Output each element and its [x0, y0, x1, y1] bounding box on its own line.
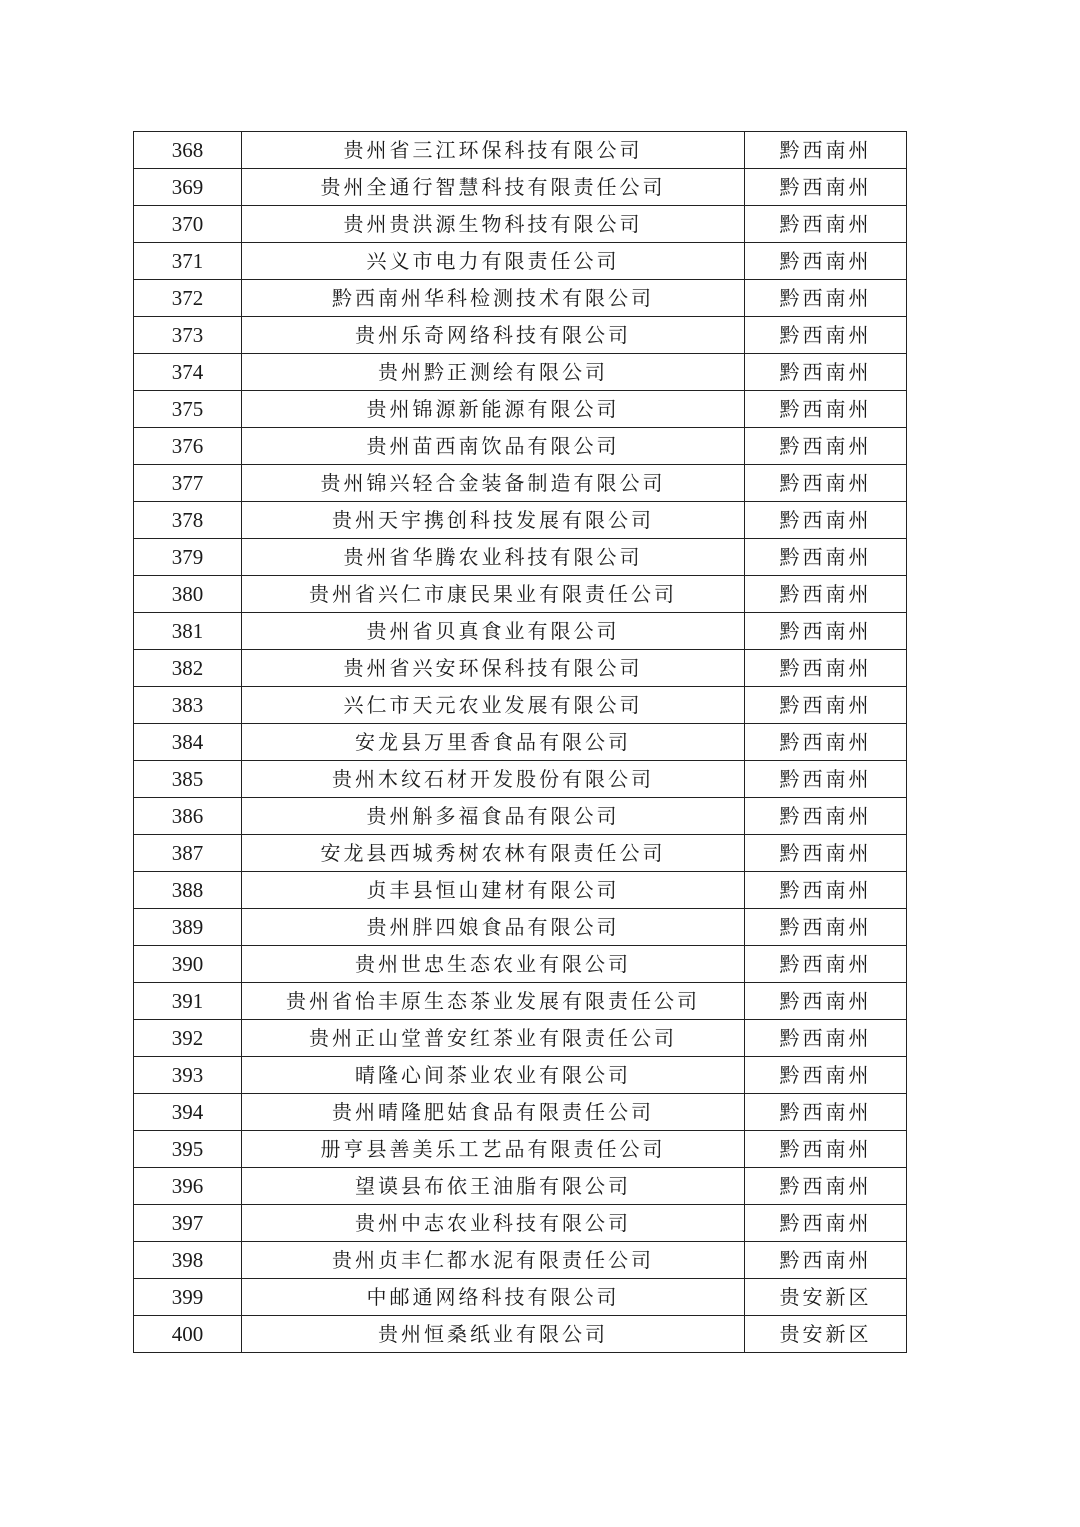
- table-row: [134, 1057, 907, 1094]
- row-number-cell: 383: [134, 687, 242, 724]
- company-name-cell: 贵州晴隆肥姑食品有限责任公司: [242, 1094, 745, 1131]
- row-number-cell: 389: [134, 909, 242, 946]
- table-row: [134, 1131, 907, 1168]
- table-row: [134, 872, 907, 909]
- company-name-cell: 中邮通网络科技有限公司: [242, 1279, 745, 1316]
- table-row: [134, 650, 907, 687]
- company-name-cell: 贵州省兴仁市康民果业有限责任公司: [242, 576, 745, 613]
- row-number-cell: 388: [134, 872, 242, 909]
- row-number-cell: 395: [134, 1131, 242, 1168]
- row-number-cell: 380: [134, 576, 242, 613]
- company-name-cell: 贵州世忠生态农业有限公司: [242, 946, 745, 983]
- region-cell: 黔西南州: [745, 1020, 907, 1057]
- company-name-cell: 贵州胖四娘食品有限公司: [242, 909, 745, 946]
- company-name-cell: 贵州正山堂普安红茶业有限责任公司: [242, 1020, 745, 1057]
- table-row: [134, 983, 907, 1020]
- region-cell: 黔西南州: [745, 1205, 907, 1242]
- row-number-cell: 377: [134, 465, 242, 502]
- company-name-cell: 兴仁市天元农业发展有限公司: [242, 687, 745, 724]
- region-cell: 黔西南州: [745, 539, 907, 576]
- table-row: [134, 354, 907, 391]
- region-cell: 黔西南州: [745, 983, 907, 1020]
- company-name-cell: 贵州天宇携创科技发展有限公司: [242, 502, 745, 539]
- region-cell: 贵安新区: [745, 1316, 907, 1353]
- table-row: [134, 428, 907, 465]
- table-row: [134, 391, 907, 428]
- company-list-table: [133, 131, 907, 1353]
- row-number-cell: 379: [134, 539, 242, 576]
- company-name-cell: 贵州锦兴轻合金装备制造有限公司: [242, 465, 745, 502]
- region-cell: 黔西南州: [745, 1168, 907, 1205]
- table-row: [134, 169, 907, 206]
- company-name-cell: 贵州省三江环保科技有限公司: [242, 132, 745, 169]
- region-cell: 黔西南州: [745, 872, 907, 909]
- row-number-cell: 385: [134, 761, 242, 798]
- row-number-cell: 397: [134, 1205, 242, 1242]
- company-name-cell: 贵州省兴安环保科技有限公司: [242, 650, 745, 687]
- region-cell: 黔西南州: [745, 428, 907, 465]
- company-name-cell: 兴义市电力有限责任公司: [242, 243, 745, 280]
- region-cell: 黔西南州: [745, 650, 907, 687]
- company-name-cell: 贵州中志农业科技有限公司: [242, 1205, 745, 1242]
- table-row: [134, 1316, 907, 1353]
- row-number-cell: 372: [134, 280, 242, 317]
- table-row: [134, 465, 907, 502]
- table-row: [134, 1205, 907, 1242]
- table-row: [134, 1242, 907, 1279]
- row-number-cell: 400: [134, 1316, 242, 1353]
- company-name-cell: 晴隆心间茶业农业有限公司: [242, 1057, 745, 1094]
- table-row: [134, 243, 907, 280]
- table-row: [134, 1279, 907, 1316]
- region-cell: 黔西南州: [745, 280, 907, 317]
- table-row: [134, 280, 907, 317]
- row-number-cell: 390: [134, 946, 242, 983]
- region-cell: 黔西南州: [745, 169, 907, 206]
- region-cell: 黔西南州: [745, 354, 907, 391]
- company-name-cell: 贵州木纹石材开发股份有限公司: [242, 761, 745, 798]
- table-body: [134, 132, 907, 1353]
- company-name-cell: 黔西南州华科检测技术有限公司: [242, 280, 745, 317]
- region-cell: 黔西南州: [745, 576, 907, 613]
- region-cell: 黔西南州: [745, 946, 907, 983]
- region-cell: 黔西南州: [745, 1131, 907, 1168]
- company-name-cell: 贵州省贝真食业有限公司: [242, 613, 745, 650]
- row-number-cell: 399: [134, 1279, 242, 1316]
- row-number-cell: 398: [134, 1242, 242, 1279]
- row-number-cell: 374: [134, 354, 242, 391]
- company-name-cell: 贵州苗西南饮品有限公司: [242, 428, 745, 465]
- region-cell: 黔西南州: [745, 132, 907, 169]
- region-cell: 黔西南州: [745, 391, 907, 428]
- region-cell: 黔西南州: [745, 761, 907, 798]
- company-name-cell: 贵州省华腾农业科技有限公司: [242, 539, 745, 576]
- table-row: [134, 206, 907, 243]
- row-number-cell: 373: [134, 317, 242, 354]
- row-number-cell: 387: [134, 835, 242, 872]
- company-name-cell: 贵州全通行智慧科技有限责任公司: [242, 169, 745, 206]
- row-number-cell: 396: [134, 1168, 242, 1205]
- company-name-cell: 贵州贞丰仁都水泥有限责任公司: [242, 1242, 745, 1279]
- table-row: [134, 132, 907, 169]
- table-row: [134, 576, 907, 613]
- table-row: [134, 909, 907, 946]
- table-row: [134, 687, 907, 724]
- company-name-cell: 贵州省怡丰原生态茶业发展有限责任公司: [242, 983, 745, 1020]
- region-cell: 贵安新区: [745, 1279, 907, 1316]
- region-cell: 黔西南州: [745, 909, 907, 946]
- region-cell: 黔西南州: [745, 724, 907, 761]
- region-cell: 黔西南州: [745, 1057, 907, 1094]
- row-number-cell: 378: [134, 502, 242, 539]
- company-name-cell: 贵州斛多福食品有限公司: [242, 798, 745, 835]
- row-number-cell: 386: [134, 798, 242, 835]
- region-cell: 黔西南州: [745, 613, 907, 650]
- row-number-cell: 391: [134, 983, 242, 1020]
- row-number-cell: 376: [134, 428, 242, 465]
- row-number-cell: 368: [134, 132, 242, 169]
- row-number-cell: 371: [134, 243, 242, 280]
- table-row: [134, 761, 907, 798]
- region-cell: 黔西南州: [745, 465, 907, 502]
- table-row: [134, 724, 907, 761]
- row-number-cell: 393: [134, 1057, 242, 1094]
- company-name-cell: 贵州恒桑纸业有限公司: [242, 1316, 745, 1353]
- region-cell: 黔西南州: [745, 502, 907, 539]
- row-number-cell: 375: [134, 391, 242, 428]
- region-cell: 黔西南州: [745, 835, 907, 872]
- region-cell: 黔西南州: [745, 1094, 907, 1131]
- row-number-cell: 394: [134, 1094, 242, 1131]
- region-cell: 黔西南州: [745, 798, 907, 835]
- table-row: [134, 613, 907, 650]
- row-number-cell: 381: [134, 613, 242, 650]
- company-name-cell: 贵州锦源新能源有限公司: [242, 391, 745, 428]
- table-row: [134, 539, 907, 576]
- region-cell: 黔西南州: [745, 1242, 907, 1279]
- row-number-cell: 370: [134, 206, 242, 243]
- company-name-cell: 贵州乐奇网络科技有限公司: [242, 317, 745, 354]
- table-row: [134, 798, 907, 835]
- company-name-cell: 册亨县善美乐工艺品有限责任公司: [242, 1131, 745, 1168]
- row-number-cell: 392: [134, 1020, 242, 1057]
- table-row: [134, 502, 907, 539]
- row-number-cell: 384: [134, 724, 242, 761]
- row-number-cell: 369: [134, 169, 242, 206]
- company-name-cell: 贵州贵洪源生物科技有限公司: [242, 206, 745, 243]
- region-cell: 黔西南州: [745, 317, 907, 354]
- row-number-cell: 382: [134, 650, 242, 687]
- table-row: [134, 1168, 907, 1205]
- region-cell: 黔西南州: [745, 243, 907, 280]
- region-cell: 黔西南州: [745, 687, 907, 724]
- company-name-cell: 安龙县西城秀树农林有限责任公司: [242, 835, 745, 872]
- table-row: [134, 835, 907, 872]
- table-row: [134, 946, 907, 983]
- company-name-cell: 安龙县万里香食品有限公司: [242, 724, 745, 761]
- company-name-cell: 贵州黔正测绘有限公司: [242, 354, 745, 391]
- company-name-cell: 望谟县布依王油脂有限公司: [242, 1168, 745, 1205]
- region-cell: 黔西南州: [745, 206, 907, 243]
- table-row: [134, 1094, 907, 1131]
- table-row: [134, 1020, 907, 1057]
- table-row: [134, 317, 907, 354]
- company-name-cell: 贞丰县恒山建材有限公司: [242, 872, 745, 909]
